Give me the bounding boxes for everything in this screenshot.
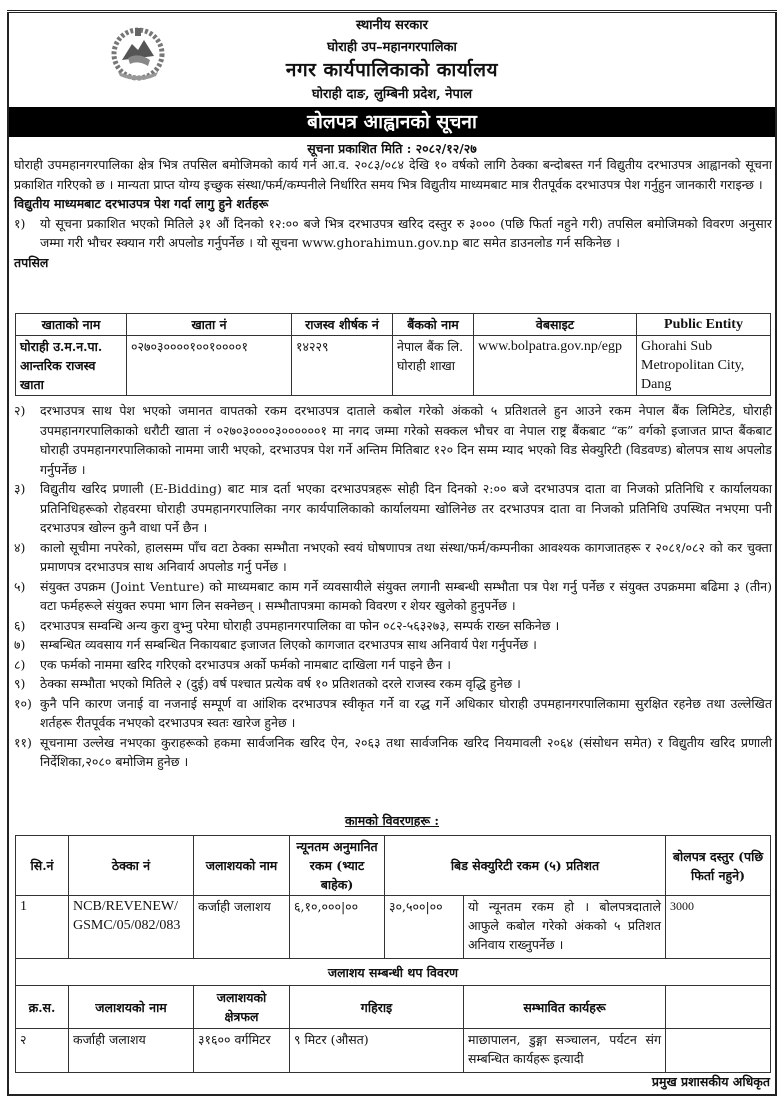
contract-number: NCB/REVENEW/ GSMC/05/082/083 xyxy=(69,896,194,959)
serial-number: 1 xyxy=(16,896,69,959)
condition-item xyxy=(14,655,772,675)
website-link[interactable]: www.bolpatra.gov.np/egp xyxy=(474,336,637,396)
header-office: नगर कार्यपालिकाको कार्यालय xyxy=(285,59,499,81)
col-extra-reservoir-name: जलाशयको नाम xyxy=(69,986,194,1029)
condition-item xyxy=(14,538,772,577)
col-bid-fee: बोलपत्र दस्तुर (पछि फिर्ता नहुने) xyxy=(666,836,771,896)
condition-text: सूचनामा उल्लेख नभएका कुराहरूको हकमा सार्वजनिक खरिद ऐन, २०६३ तथा सार्वजनिक खरिद नियमावली २०६४ (संसोधन समेत) र विद्युतीय खरिद प्रणाली निर्देशिका,२०८० बमोजिम हुनेछ । xyxy=(40,734,772,769)
condition-item xyxy=(14,214,772,253)
work-details-table xyxy=(15,835,771,1073)
bid-security-note: यो न्यूनतम रकम हो । बोलपत्रदाताले आफुले कबोल गरेको अंकको ५ प्रतिशत अनिवाय राख्नुपर्नेछ । xyxy=(464,896,666,959)
col-account-no: खाता नं xyxy=(127,314,292,336)
extra-reservoir-name: कर्जाही जलाशय xyxy=(69,1029,194,1073)
condition-text: कालो सूचीमा नपरेको, हालसम्म पाँच वटा ठेक्का सम्भौता नभएको स्वयं घोषणापत्र तथा संस्था/फर्म/कम्पनीका आवश्यक कागजातहरू र २०८१/०८२ को कर चुक्ता प्रमाणपत्र दरभाउपत्र साथ अनिवार्य अपलोड गर्नु पर्नेछ । xyxy=(40,539,772,574)
revenue-head-number: १४२२९ xyxy=(292,336,393,396)
extra-blank xyxy=(666,1029,771,1073)
extra-details-header xyxy=(16,986,771,1029)
condition-text: दरभाउपत्र सम्वन्धि अन्य कुरा वुभ्नु परेमा घोराही उपमहानगरपालिका वा फोन ०८२-५६३२७३, सम्पर्क राख्न सकिनेछ । xyxy=(40,617,560,633)
condition-number: ४) xyxy=(14,539,26,555)
work-table-row xyxy=(16,896,771,959)
account-table-row xyxy=(16,336,771,396)
condition-number: ९) xyxy=(14,676,26,691)
work-details-title: कामको विवरणहरू : xyxy=(344,813,440,828)
col-revenue-head: राजस्व शीर्षक नं xyxy=(292,314,393,336)
col-bank-name: बैंकको नाम xyxy=(393,314,474,336)
condition-number: ५) xyxy=(14,578,26,594)
signature-title: प्रमुख प्रशासकीय अधिकृत xyxy=(651,1074,770,1089)
notice-title-banner: बोलपत्र आह्वानको सूचना xyxy=(9,107,775,137)
condition-text: सम्बन्धित व्यवसाय गर्न सम्बन्धित निकायबाट इजाजत लिएको कागजात दरभाउपत्र साथ अनिवार्य पेश गर्नुपर्नेछ । xyxy=(40,637,537,652)
min-estimated-amount: ६,१०,०००|०० xyxy=(290,896,385,959)
header-municipality: घोराही उप–महानगरपालिका xyxy=(327,40,457,55)
condition-item xyxy=(14,635,772,655)
col-extra-activities: सम्भावित कार्यहरू xyxy=(464,986,666,1029)
condition-item xyxy=(14,479,772,538)
condition-number: ३) xyxy=(14,481,26,496)
col-public-entity: Public Entity xyxy=(637,314,771,336)
condition-number: ११) xyxy=(14,734,32,750)
header-address: घोराही दाङ, लुम्बिनी प्रदेश, नेपाल xyxy=(311,87,473,102)
condition-item xyxy=(14,694,772,733)
work-table-header xyxy=(16,836,771,896)
condition-number: २) xyxy=(14,403,26,418)
bid-security-amount: ३०,५००|०० xyxy=(385,896,464,959)
published-date: सूचना प्रकाशित मिति : २०८२/१२/२७ xyxy=(307,141,477,156)
account-name: घोराही उ.म.न.पा. आन्तरिक राजस्व खाता xyxy=(16,336,127,396)
col-min-amount: न्यूनतम अनुमानित रकम (भ्याट बाहेक) xyxy=(290,836,385,896)
extra-area: ३१६०० वर्गमिटर xyxy=(194,1029,290,1073)
bid-fee: 3000 xyxy=(666,896,771,959)
col-bid-security: बिड सेक्युरिटी रकम (५) प्रतिशत xyxy=(385,836,666,896)
condition-number: ८) xyxy=(14,656,26,672)
condition-item xyxy=(14,674,772,694)
condition-text: एक फर्मको नाममा खरिद गरिएको दरभाउपत्र अर्को फर्मको नामबाट दाखिला गर्न पाइने छैन । xyxy=(40,656,451,672)
bank-name: नेपाल बैंक लि. घोराही शाखा xyxy=(393,336,474,396)
col-extra-blank xyxy=(666,986,771,1029)
condition-text: दरभाउपत्र साथ पेश भएको जमानत वापतको रकम दरभाउपत्र दाताले कबोल गरेको अंकको ५ प्रतिशतले हुन आउने रकम नेपाल बैंक लिमिटेड, घोराही उपमहानगरपालिकाको धरौटी खाता नं ०२७०३००००३००००००१ मा नगद जम्मा गरेको सक्कल भौचर वा नेपाल राष्ट्र बैंकबाट “क” वर्गको इजाजत प्राप्त बैंकबाट घोराही उपमहानगरपालिकाको नाममा जारी भएको, दरभाउपत्र पेश गर्ने अन्तिम मितिबाट १२० दिन सम्म म्याद भएको विड सेक्युरिटी (विडवण्ड) बोलपत्र साथ अपलोड गर्नुपर्नेछ । xyxy=(40,403,772,477)
tapasil-label: तपसिल xyxy=(14,254,49,270)
extra-serial: २ xyxy=(16,1029,69,1073)
public-entity: Ghorahi Sub Metropolitan City, Dang xyxy=(637,336,771,396)
col-extra-depth: गहिराइ xyxy=(290,986,464,1029)
condition-text: संयुक्त उपक्रम (Joint Venture) को माध्यमबाट काम गर्ने व्यवसायीले संयुक्त लगानी सम्बन्धी सम्भौता पत्र पेश गर्नु पर्नेछ र संयुक्त उपक्रममा बढिमा ३ (तीन) वटा फर्महरूले संयुक्त रुपमा भाग लिन सक्नेछन् । सम्भौतापत्रमा कामको विवरण र शेयर खुलेको हुनुपर्नेछ । xyxy=(40,578,772,613)
account-table xyxy=(15,313,771,396)
extra-details-title-row xyxy=(16,959,771,986)
condition-item xyxy=(14,401,772,479)
extra-details-title: जलाशय सम्बन्धी थप विवरण xyxy=(16,959,771,986)
col-extra-area: जलाशयको क्षेत्रफल xyxy=(194,986,290,1029)
condition-number: १०) xyxy=(14,695,32,711)
notice-body xyxy=(14,155,772,272)
condition-number: १) xyxy=(14,215,26,231)
col-website: वेबसाइट xyxy=(474,314,637,336)
condition-item xyxy=(14,616,772,636)
condition-number: ७) xyxy=(14,637,26,652)
intro-paragraph: घोराही उपमहानगरपालिका क्षेत्र भित्र तपसिल बमोजिमको कार्य गर्न आ.व. २०८३/०८४ देखि १० वर्षको लागि ठेक्का बन्दोबस्त गर्न विद्युतीय दरभाउपत्र आह्वानको सूचना प्रकाशित गरिएको छ । मान्यता प्राप्त योग्य इच्छुक संस्था/फर्म/कम्पनीले निर्धारित समय भित्र विद्युतीय माध्यमबाट मात्र रीतपूर्वक दरभाउपत्र पेश गर्नुहुन जानकारी गराइन्छ । xyxy=(14,157,772,192)
condition-text: ठेक्का सम्भौता भएको मितिले २ (दुई) वर्ष पश्चात प्रत्येक वर्ष १० प्रतिशतको दरले राजस्व रकम वृद्धि हुनेछ । xyxy=(40,676,521,691)
account-number: ०२७०३००००१००१००००१ xyxy=(127,336,292,396)
condition-text: कुनै पनि कारण जनाई वा नजनाई सम्पूर्ण वा आंशिक दरभाउपत्र स्वीकृत गर्ने वा रद्ध गर्ने अधिकार घोराही उपमहानगरपालिकामा सुरक्षित रहनेछ तथा उल्लेखित शर्तहरू रीतपूर्वक नभएको दरभाउपत्र स्वतः खारेज हुनेछ । xyxy=(40,695,772,730)
account-table-header xyxy=(16,314,771,336)
conditions-heading: विद्युतीय माध्यमबाट दरभाउपत्र पेश गर्दा लागु हुने शर्तहरू xyxy=(14,196,269,211)
col-account-name: खाताको नाम xyxy=(16,314,127,336)
conditions-list xyxy=(14,401,772,772)
condition-text: यो सूचना प्रकाशित भएको मितिले ३१ औं दिनको १२:०० बजे भित्र दरभाउपत्र खरिद दस्तुर रु ३००० (पछि फिर्ता नहुने गरी) तपसिल बमोजिमको विवरण अनुसार जम्मा गरी भौचर स्क्यान गरी अपलोड गर्नुपर्नेछ । यो सूचना www.ghorahimun.gov.np बाट समेत डाउनलोड गर्न सकिनेछ । xyxy=(40,215,772,250)
extra-depth: ९ मिटर (औसत) xyxy=(290,1029,464,1073)
extra-details-row xyxy=(16,1029,771,1073)
extra-activities: माछापालन, डुङ्गा सञ्चालन, पर्यटन संग सम्बन्धित कार्यहरू इत्यादी xyxy=(464,1029,666,1073)
condition-item xyxy=(14,733,772,772)
col-reservoir-name: जलाशयको नाम xyxy=(194,836,290,896)
condition-text: विद्युतीय खरिद प्रणाली (E-Bidding) बाट मात्र दर्ता भएका दरभाउपत्रहरू सोही दिन दिनको २:०० बजे दरभाउपत्र दाता वा निजको प्रतिनिधि र कार्यालयका प्रतिनिधिहरूको रोहवरमा घोराही उपमहानगरपालिका नगर कार्यपालिकाको कार्यालयमा खोलिनेछ तर दरभाउपत्र दाता वा निजको प्रतिनिधि उपस्थित नभएमा पनी दरभाउपत्र खोल्न कुनै वाधा पर्ने छैन । xyxy=(40,481,772,535)
col-extra-serial: क्र.स. xyxy=(16,986,69,1029)
col-contract-no: ठेक्का नं xyxy=(69,836,194,896)
reservoir-name: कर्जाही जलाशय xyxy=(194,896,290,959)
col-serial: सि.नं xyxy=(16,836,69,896)
condition-item xyxy=(14,577,772,616)
condition-number: ६) xyxy=(14,617,26,633)
header-local-govt: स्थानीय सरकार xyxy=(356,18,428,33)
